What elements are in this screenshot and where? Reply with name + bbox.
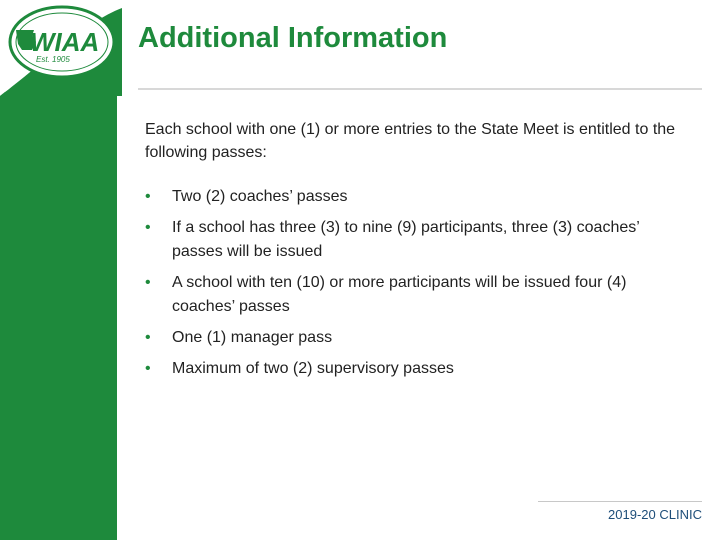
bullet-icon: •: [145, 219, 151, 236]
slide-body: [145, 118, 685, 388]
bullet-icon: •: [145, 188, 151, 205]
list-item: [145, 271, 685, 319]
title-divider: [138, 88, 702, 90]
list-item-text: Maximum of two (2) supervisory passes: [172, 360, 454, 377]
sidebar-band: [0, 92, 117, 540]
footer-divider: [538, 501, 702, 502]
bullet-icon: •: [145, 274, 151, 291]
list-item-text: One (1) manager pass: [172, 329, 333, 346]
bullet-icon: •: [145, 360, 151, 377]
list-item: [145, 357, 685, 381]
pass-list: [145, 185, 685, 381]
list-item: [145, 326, 685, 350]
list-item-text: A school with ten (10) or more participants will be issued four (4) coaches’ passes: [172, 274, 627, 315]
list-item: [145, 216, 685, 264]
list-item-text: Two (2) coaches’ passes: [172, 188, 348, 205]
bullet-icon: •: [145, 329, 151, 346]
footer-label: 2019-20 CLINIC: [608, 507, 702, 522]
intro-text: Each school with one (1) or more entries to the State Meet is entitled to the following passes:: [145, 121, 676, 161]
slide-title: Additional Information: [138, 22, 448, 54]
svg-text:Est. 1905: Est. 1905: [36, 55, 70, 64]
list-item-text: If a school has three (3) to nine (9) participants, three (3) coaches’ passes will be issued: [172, 219, 640, 260]
svg-text:WIAA: WIAA: [30, 27, 100, 57]
list-item: [145, 185, 685, 209]
wiaa-logo: [0, 0, 122, 96]
